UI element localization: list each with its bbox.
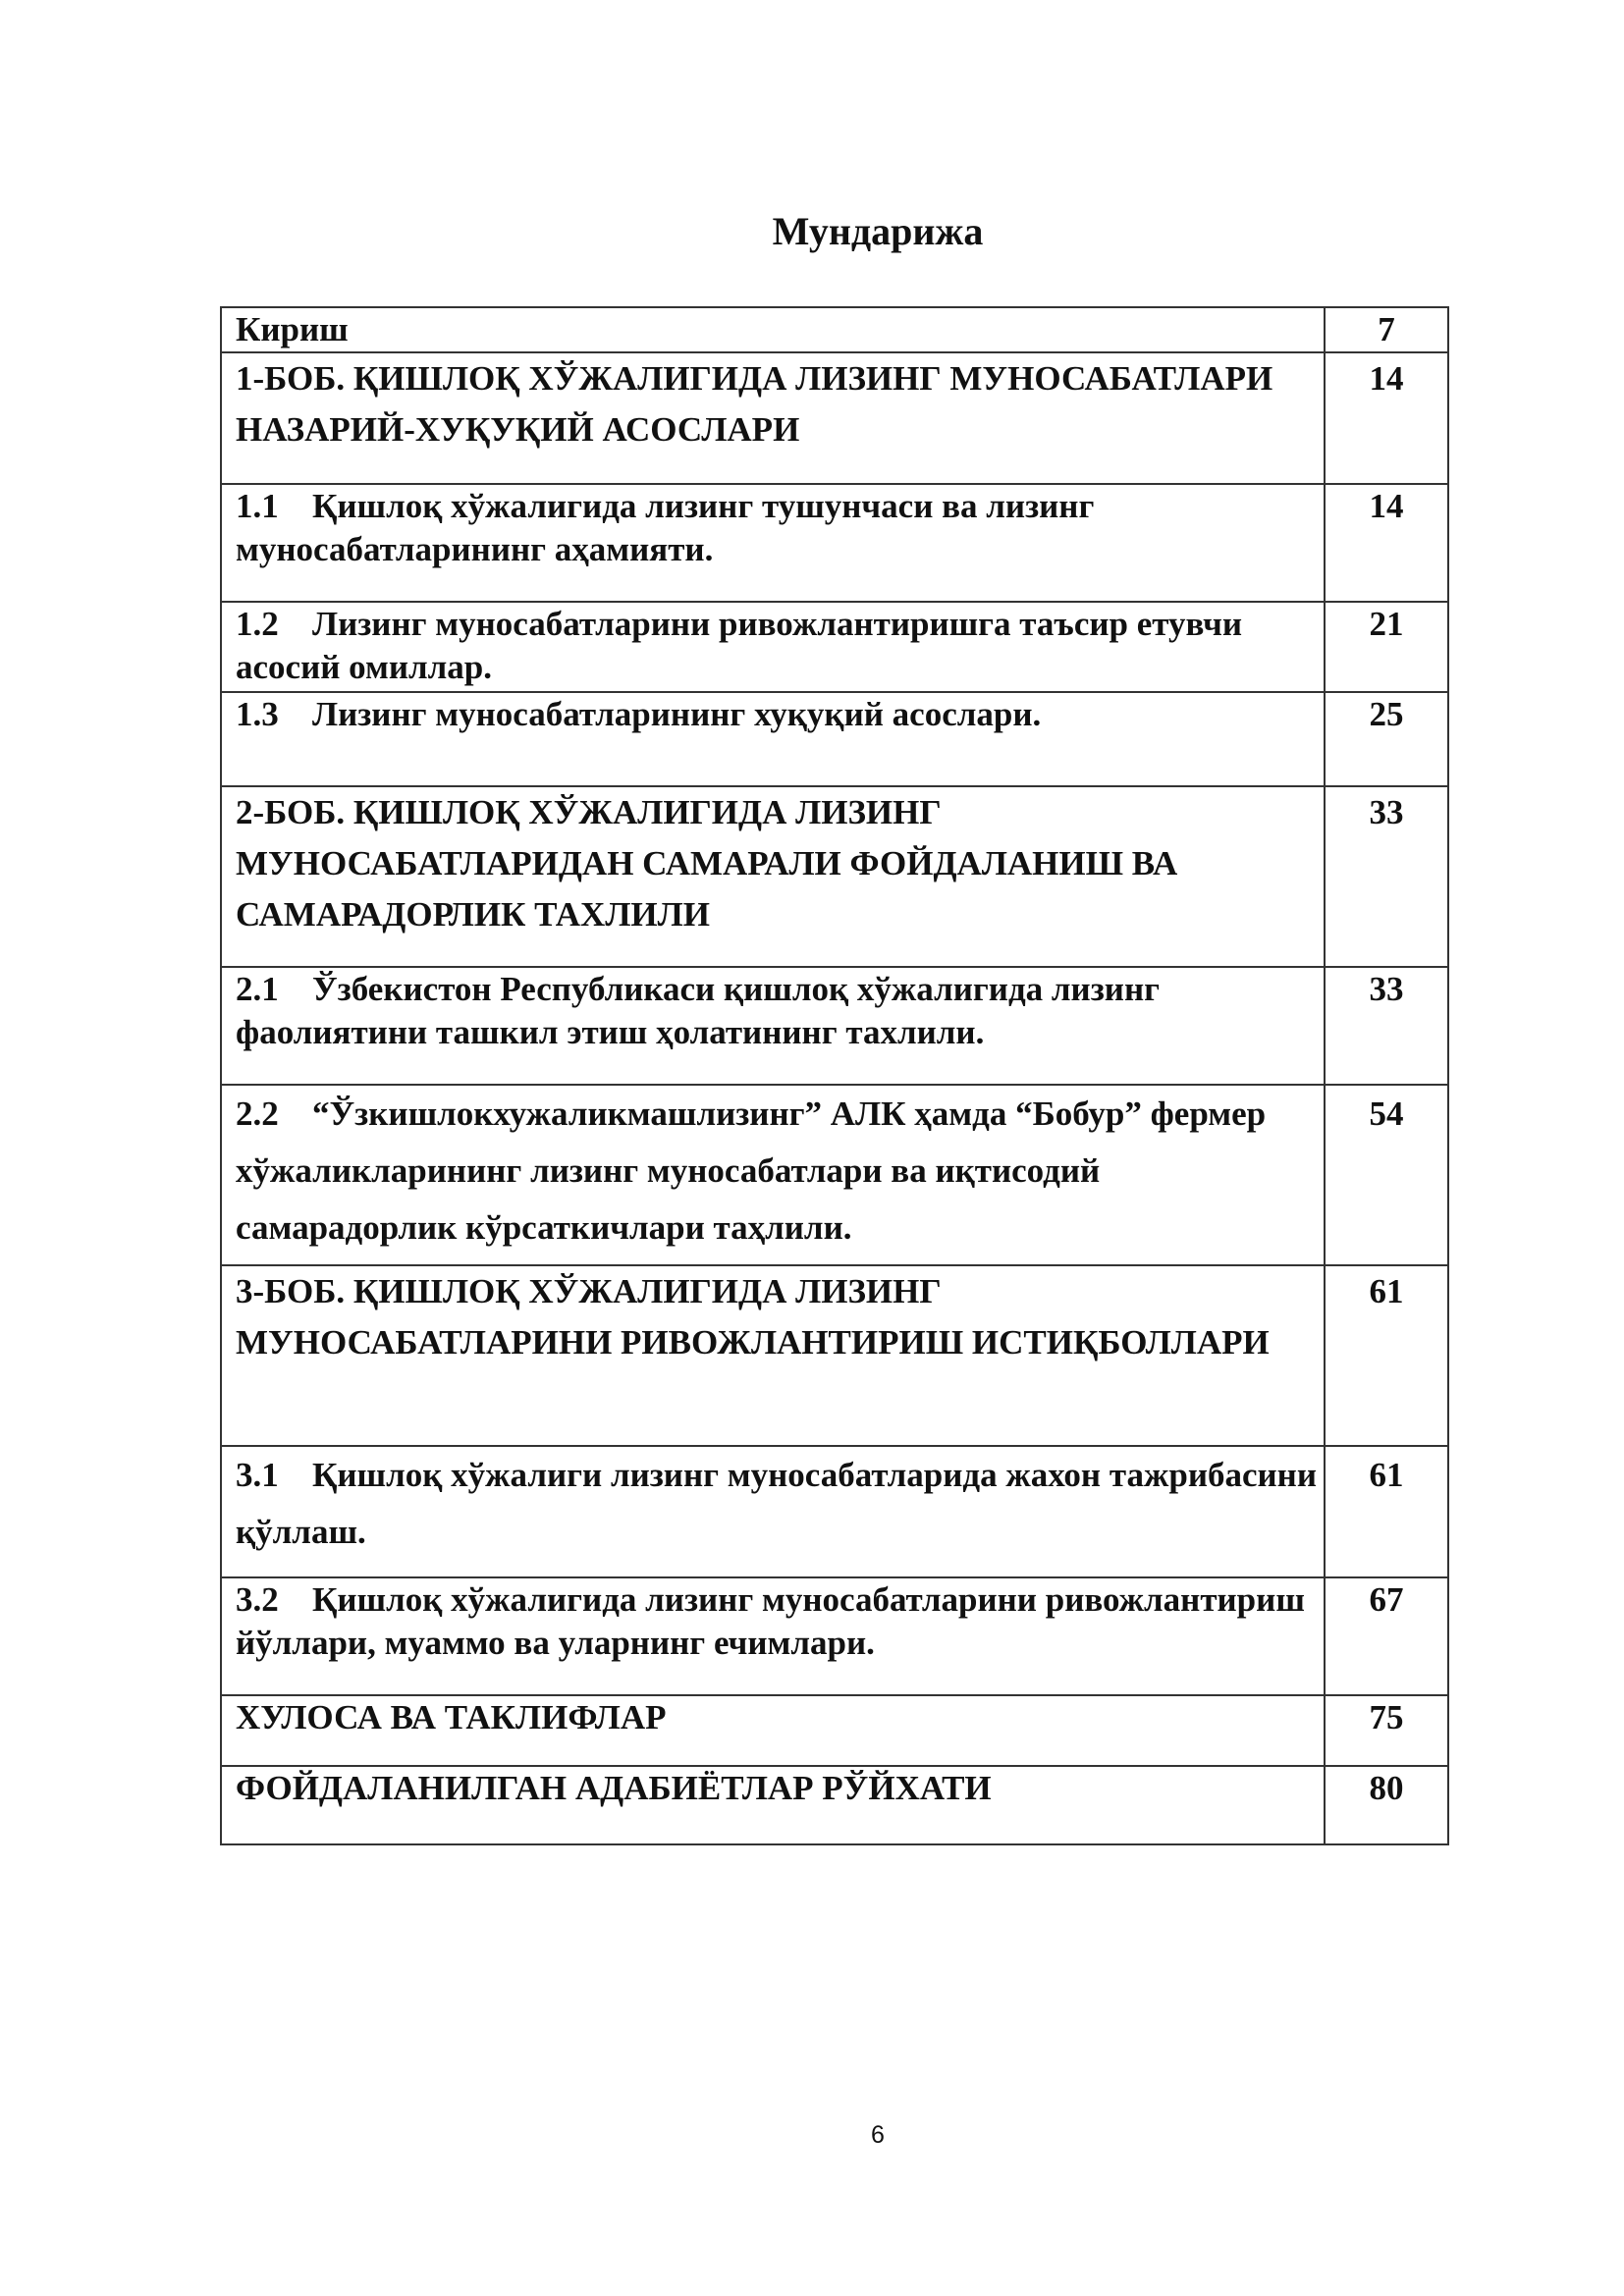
table-of-contents xyxy=(220,306,1449,1845)
toc-row-intro xyxy=(221,307,1448,352)
toc-page-chapter-2: 33 xyxy=(1325,786,1448,967)
section-number: 2.1 xyxy=(236,970,279,1008)
toc-page-intro: 7 xyxy=(1325,307,1448,352)
section-title: “Ўзкишлокхужаликмашлизинг” АЛК ҳамда “Бобур” фермер хўжаликларининг лизинг муносабатлари ва иқтисодий самарадорлик кўрсаткичлари таҳлили. xyxy=(236,1095,1267,1247)
section-title: Лизинг муносабатларини ривожлантиришга таъсир етувчи асосий омиллар. xyxy=(236,605,1242,686)
toc-label-section-2-1 xyxy=(221,967,1325,1085)
toc-row-section-2-2 xyxy=(221,1085,1448,1265)
toc-page-chapter-3: 61 xyxy=(1325,1265,1448,1446)
toc-row-section-1-3 xyxy=(221,692,1448,786)
toc-label-section-1-3 xyxy=(221,692,1325,786)
section-title: Лизинг муносабатларининг хуқуқий асослари. xyxy=(312,695,1042,733)
toc-label-intro: Кириш xyxy=(221,307,1325,352)
toc-row-section-1-2 xyxy=(221,602,1448,692)
toc-label-chapter-3: 3-БОБ. ҚИШЛОҚ ХЎЖАЛИГИДА ЛИЗИНГ МУНОСАБАТЛАРИНИ РИВОЖЛАНТИРИШ ИСТИҚБОЛЛАРИ xyxy=(221,1265,1325,1446)
toc-row-section-3-1 xyxy=(221,1446,1448,1577)
page-number: 6 xyxy=(871,2121,885,2149)
section-number: 1.1 xyxy=(236,487,279,525)
section-number: 1.3 xyxy=(236,695,279,733)
toc-label-section-3-1 xyxy=(221,1446,1325,1577)
section-title: Қишлоқ хўжалигида лизинг муносабатларини ривожлантириш йўллари, муаммо ва уларнинг ечимлари. xyxy=(236,1580,1305,1662)
toc-page-section-1-1: 14 xyxy=(1325,484,1448,602)
toc-label-section-1-1 xyxy=(221,484,1325,602)
toc-row-section-3-2 xyxy=(221,1577,1448,1695)
toc-label-section-3-2 xyxy=(221,1577,1325,1695)
toc-label-section-1-2 xyxy=(221,602,1325,692)
toc-page-section-2-2: 54 xyxy=(1325,1085,1448,1265)
toc-label-conclusion: ХУЛОСА ВА ТАКЛИФЛАР xyxy=(221,1695,1325,1766)
toc-label-references: ФОЙДАЛАНИЛГАН АДАБИЁТЛАР РЎЙХАТИ xyxy=(221,1766,1325,1844)
section-number: 3.2 xyxy=(236,1580,279,1619)
toc-label-chapter-1: 1-БОБ. ҚИШЛОҚ ХЎЖАЛИГИДА ЛИЗИНГ МУНОСАБАТЛАРИ НАЗАРИЙ-ХУҚУҚИЙ АСОСЛАРИ xyxy=(221,352,1325,484)
document-title: Мундарижа xyxy=(772,209,984,253)
section-title: Қишлоқ хўжалигида лизинг тушунчаси ва лизинг муносабатларининг аҳамияти. xyxy=(236,487,1095,568)
toc-page-section-2-1: 33 xyxy=(1325,967,1448,1085)
toc-row-conclusion xyxy=(221,1695,1448,1766)
toc-label-section-2-2 xyxy=(221,1085,1325,1265)
section-number: 2.2 xyxy=(236,1095,279,1133)
toc-row-chapter-2 xyxy=(221,786,1448,967)
toc-page-section-1-3: 25 xyxy=(1325,692,1448,786)
toc-row-section-1-1 xyxy=(221,484,1448,602)
toc-page-section-3-1: 61 xyxy=(1325,1446,1448,1577)
section-number: 1.2 xyxy=(236,605,279,643)
toc-row-chapter-3 xyxy=(221,1265,1448,1446)
section-number: 3.1 xyxy=(236,1456,279,1494)
toc-page-references: 80 xyxy=(1325,1766,1448,1844)
section-title: Қишлоқ хўжалиги лизинг муносабатларида жахон тажрибасини қўллаш. xyxy=(236,1456,1318,1551)
section-title: Ўзбекистон Республикаси қишлоқ хўжалигида лизинг фаолиятини ташкил этиш ҳолатининг тахлили. xyxy=(236,970,1161,1051)
toc-page-section-1-2: 21 xyxy=(1325,602,1448,692)
toc-page-conclusion: 75 xyxy=(1325,1695,1448,1766)
toc-page-chapter-1: 14 xyxy=(1325,352,1448,484)
toc-row-references xyxy=(221,1766,1448,1844)
toc-row-section-2-1 xyxy=(221,967,1448,1085)
toc-page-section-3-2: 67 xyxy=(1325,1577,1448,1695)
toc-row-chapter-1 xyxy=(221,352,1448,484)
toc-label-chapter-2: 2-БОБ. ҚИШЛОҚ ХЎЖАЛИГИДА ЛИЗИНГ МУНОСАБАТЛАРИДАН САМАРАЛИ ФОЙДАЛАНИШ ВА САМАРАДОРЛИК ТАХЛИЛИ xyxy=(221,786,1325,967)
